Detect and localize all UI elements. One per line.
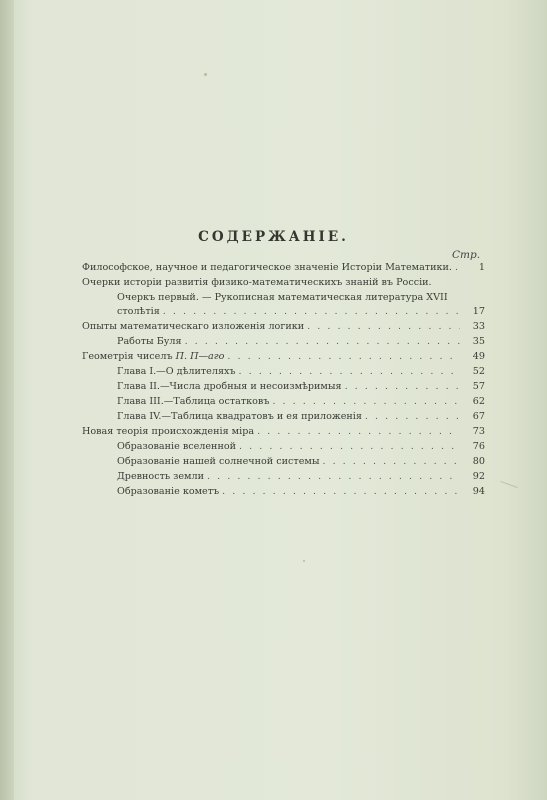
toc-entry-page: 1 bbox=[478, 262, 485, 273]
toc-entry-page: 49 bbox=[472, 351, 485, 362]
dot-leader bbox=[239, 365, 460, 379]
toc-entry-title-text: Геометрія чиселъ bbox=[82, 351, 173, 362]
toc-entry-page: 92 bbox=[472, 471, 485, 482]
toc-entry bbox=[117, 440, 485, 454]
toc-entry-title: Очеркъ первый. — Рукописная математическая литература XVII bbox=[117, 292, 448, 303]
dot-leader bbox=[307, 320, 460, 334]
toc-entry bbox=[117, 455, 485, 469]
toc-entry bbox=[82, 261, 485, 275]
toc-entry bbox=[82, 350, 485, 364]
toc-entry bbox=[117, 305, 485, 319]
toc-entry-title: Глава III.—Таблица остатковъ bbox=[117, 396, 270, 407]
toc-entry-title: Глава II.—Числа дробныя и несоизмѣримыя bbox=[117, 381, 342, 392]
dot-leader bbox=[222, 485, 460, 499]
dot-leader bbox=[239, 440, 460, 454]
page-title: СОДЕРЖАНІЕ. bbox=[198, 229, 349, 245]
toc-entry bbox=[82, 320, 485, 334]
toc-entry bbox=[117, 485, 485, 499]
toc-entry-title-italic: П. П—аго bbox=[175, 351, 225, 362]
toc-entry-title: Образованіе кометъ bbox=[117, 486, 220, 497]
toc-entry-page: 76 bbox=[472, 441, 485, 452]
paper-spot bbox=[303, 560, 305, 562]
toc-entry-title: Работы Буля bbox=[117, 336, 182, 347]
dot-leader bbox=[227, 350, 460, 364]
dot-leader bbox=[185, 335, 460, 349]
toc-entry-page: 62 bbox=[472, 396, 485, 407]
toc-entry-title: Образованіе вселенной bbox=[117, 441, 237, 452]
toc-entry-title: Глава I.—О дѣлителяхъ bbox=[117, 366, 236, 377]
dot-leader bbox=[455, 261, 460, 275]
toc-entry-title: Глава IV.—Таблица квадратовъ и ея приложенія bbox=[117, 411, 362, 422]
toc-entry-page: 52 bbox=[472, 366, 485, 377]
toc-entry-page: 67 bbox=[472, 411, 485, 422]
toc-entry-title: Очерки исторіи развитія физико-математическихъ знаній въ Россіи. bbox=[82, 277, 432, 288]
toc-entry-title-continued: столѣтія bbox=[117, 306, 160, 317]
toc-entry-page: 35 bbox=[472, 336, 485, 347]
paper-spot bbox=[204, 73, 207, 76]
toc-entry-title bbox=[82, 350, 224, 364]
page-column-header: Стр. bbox=[452, 249, 481, 261]
toc-entry bbox=[117, 470, 485, 484]
dot-leader bbox=[163, 305, 460, 319]
toc-entry-title: Образованіе нашей солнечной системы bbox=[117, 456, 320, 467]
toc-entry-page: 80 bbox=[472, 456, 485, 467]
dot-leader bbox=[207, 470, 460, 484]
toc-entry bbox=[117, 335, 485, 349]
toc-entry-title: Древность земли bbox=[117, 471, 205, 482]
dot-leader bbox=[322, 455, 460, 469]
toc-entry bbox=[117, 380, 485, 394]
toc-entry-page: 94 bbox=[472, 486, 485, 497]
dot-leader bbox=[272, 395, 460, 409]
toc-entry bbox=[117, 365, 485, 379]
dot-leader bbox=[365, 410, 460, 424]
toc-entry bbox=[117, 410, 485, 424]
dot-leader bbox=[257, 425, 460, 439]
toc-entry-title: Философское, научное и педагогическое значеніе Исторіи Математики. bbox=[82, 262, 452, 273]
toc-entry bbox=[82, 425, 485, 439]
toc-entry-page: 57 bbox=[472, 381, 485, 392]
toc-entry-page: 33 bbox=[472, 321, 485, 332]
toc-entry-page: 17 bbox=[472, 306, 485, 317]
toc-entry bbox=[117, 395, 485, 409]
toc-entry-page: 73 bbox=[472, 426, 485, 437]
toc-entry-title: Новая теорія происхожденія міра bbox=[82, 426, 255, 437]
toc-entry-title: Опыты математическаго изложенія логики bbox=[82, 321, 305, 332]
dot-leader bbox=[345, 380, 460, 394]
